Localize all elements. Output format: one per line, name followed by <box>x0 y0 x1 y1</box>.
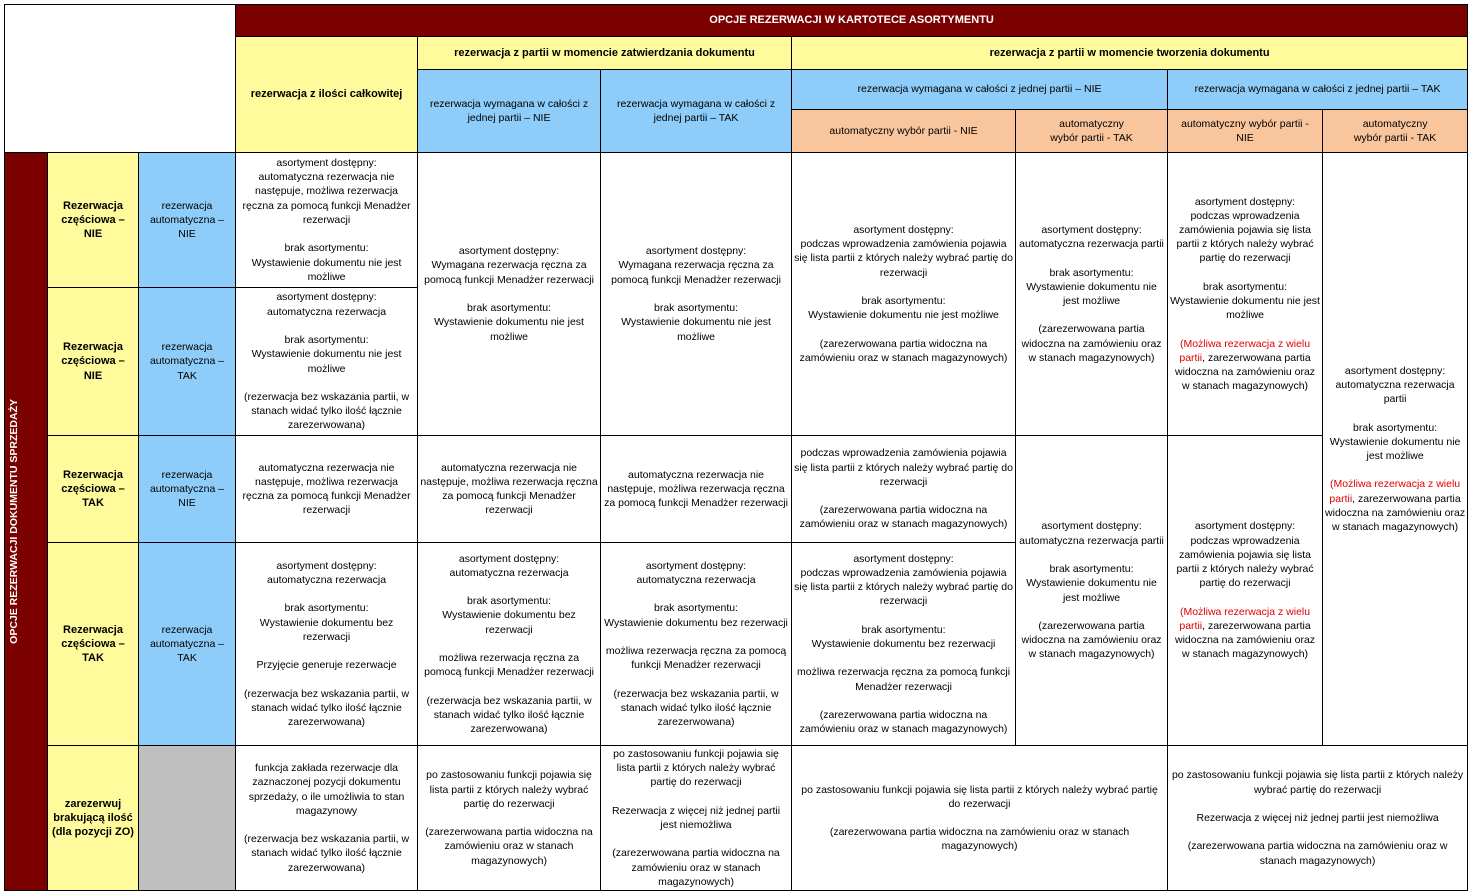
header-create-no: rezerwacja wymagana w całości z jednej partii – NIE <box>792 70 1168 110</box>
cell-r12-create-no-auto-yes: asortyment dostępny: automatyczna rezerwacja partii brak asortymentu: Wystawienie dokumentu nie jest możliwe (zarezerwowana partia widoczna na zamówieniu oraz w stanach magazynowych) <box>1016 153 1168 436</box>
reservation-options-table <box>4 4 1468 891</box>
side-zo: zarezerwuj brakującą ilość (dla pozycji ZO) <box>48 746 139 891</box>
cell-r3-approve-no: automatyczna rezerwacja nie następuje, możliwa rezerwacja ręczna za pomocą funkcji Menadżer rezerwacji <box>418 436 601 543</box>
side-vertical-title <box>5 153 48 891</box>
cell-r5-approve-yes: po zastosowaniu funkcji pojawia się lista partii z których należy wybrać partię do rezerwacji Rezerwacja z więcej niż jednej partii jest niemożliwa (zarezerwowana partia widoczna na zamówieniu oraz w stanach magazynowych) <box>601 746 792 891</box>
side-partial-no-1: Rezerwacja częściowa – NIE <box>48 153 139 288</box>
header-approve-no: rezerwacja wymagana w całości z jednej partii – NIE <box>418 70 601 153</box>
cell-r14-cyay-post: , zarezerwowana partia widoczna na zamówieniu oraz w stanach magazynowych) <box>1325 492 1466 534</box>
cell-r4-total: asortyment dostępny: automatyczna rezerwacja brak asortymentu: Wystawienie dokumentu bez rezerwacji Przyjęcie generuje rezerwacje (rezerwacja bez wskazania partii, w stanach widać tylko ilość łącznie zarezerwowana) <box>236 543 418 746</box>
side-auto-no-1: rezerwacja automatyczna – NIE <box>139 153 236 288</box>
side-grey-empty <box>139 746 236 891</box>
cell-r12-create-no-auto-no: asortyment dostępny: podczas wprowadzenia zamówienia pojawia się lista partii z których należy wybrać partię do rezerwacji brak asortymentu: Wystawienie dokumentu nie jest możliwe (zarezerwowana partia widoczna na zamówieniu oraz w stanach magazynowych) <box>792 153 1016 436</box>
cell-r3-approve-yes: automatyczna rezerwacja nie następuje, możliwa rezerwacja ręczna za pomocą funkcji Menadżer rezerwacji <box>601 436 792 543</box>
side-partial-yes-3: Rezerwacja częściowa – TAK <box>48 436 139 543</box>
cell-r5-approve-no: po zastosowaniu funkcji pojawia się lista partii z których należy wybrać partię do rezerwacji (zarezerwowana partia widoczna na zamówieniu oraz w stanach magazynowych) <box>418 746 601 891</box>
cell-r2-total: asortyment dostępny: automatyczna rezerwacja brak asortymentu: Wystawienie dokumentu nie jest możliwe (rezerwacja bez wskazania partii, w stanach widać tylko ilość łącznie zarezerwowana) <box>236 288 418 436</box>
cell-r4-approve-no: asortyment dostępny: automatyczna rezerwacja brak asortymentu: Wystawienie dokumentu bez rezerwacji możliwa rezerwacja ręczna za pomocą funkcji Menadżer rezerwacji (rezerwacja bez wskazania partii, w stanach widać tylko ilość łącznie zarezerwowana) <box>418 543 601 746</box>
table-title: OPCJE REZERWACJI W KARTOTECE ASORTYMENTU <box>236 5 1468 37</box>
header-create-group: rezerwacja z partii w momencie tworzenia dokumentu <box>792 37 1468 70</box>
side-vertical-title-text: OPCJE REZERWACJI DOKUMENTU SPRZEDAŻY <box>8 399 20 644</box>
cell-r3-create-no-auto-no: podczas wprowadzenia zamówienia pojawia się lista partii z których należy wybrać partię do rezerwacji (zarezerwowana partia widoczna na zamówieniu oraz w stanach magazynowych) <box>792 436 1016 543</box>
cell-r14-cyay-pre: asortyment dostępny: automatyczna rezerwacja partii brak asortymentu: Wystawienie dokumentu nie jest możliwe <box>1329 364 1461 462</box>
header-create-yes: rezerwacja wymagana w całości z jednej partii – TAK <box>1168 70 1468 110</box>
side-partial-no-2: Rezerwacja częściowa – NIE <box>48 288 139 436</box>
side-partial-yes-4: Rezerwacja częściowa – TAK <box>48 543 139 746</box>
cell-r12-approve-no: asortyment dostępny: Wymagana rezerwacja ręczna za pomocą funkcji Menadżer rezerwacji brak asortymentu: Wystawienie dokumentu nie jest możliwe <box>418 153 601 436</box>
header-auto-yes-2: automatyczny wybór partii - TAK <box>1323 110 1468 153</box>
cell-r34-cyan-pre: asortyment dostępny: podczas wprowadzenia zamówienia pojawia się lista partii z których należy wybrać partię do rezerwacji <box>1176 520 1314 590</box>
cell-r12-cyan-pre: asortyment dostępny: podczas wprowadzenia zamówienia pojawia się lista partii z których należy wybrać partię do rezerwacji brak asortymentu: Wystawienie dokumentu nie jest możliwe <box>1170 195 1320 322</box>
header-reserve-total: rezerwacja z ilości całkowitej <box>236 37 418 153</box>
cell-r12-cyan-red: (Możliwa rezerwacja z wielu partii <box>1179 337 1311 364</box>
cell-r12-approve-yes: asortyment dostępny: Wymagana rezerwacja ręczna za pomocą funkcji Menadżer rezerwacji brak asortymentu: Wystawienie dokumentu nie jest możliwe <box>601 153 792 436</box>
corner-cell <box>5 5 236 153</box>
cell-r4-create-no-auto-no: asortyment dostępny: podczas wprowadzenia zamówienia pojawia się lista partii z których należy wybrać partię do rezerwacji brak asortymentu: Wystawienie dokumentu bez rezerwacji możliwa rezerwacja ręczna za pomocą funkcji Menadżer rezerwacji (zarezerwowana partia widoczna na zamówieniu oraz w stanach magazynowych) <box>792 543 1016 746</box>
cell-r14-create-yes-auto-yes <box>1323 153 1468 746</box>
side-auto-yes-4: rezerwacja automatyczna – TAK <box>139 543 236 746</box>
cell-r14-cyay-red: (Możliwa rezerwacja z wielu partii <box>1329 478 1461 505</box>
side-auto-yes-2: rezerwacja automatyczna – TAK <box>139 288 236 436</box>
header-auto-no-1: automatyczny wybór partii - NIE <box>792 110 1016 153</box>
cell-r34-create-no-auto-yes: asortyment dostępny: automatyczna rezerwacja partii brak asortymentu: Wystawienie dokumentu nie jest możliwe (zarezerwowana partia widoczna na zamówieniu oraz w stanach magazynowych) <box>1016 436 1168 746</box>
cell-r12-cyan-post: , zarezerwowana partia widoczna na zamówieniu oraz w stanach magazynowych) <box>1174 351 1316 393</box>
cell-r34-cyan-post: , zarezerwowana partia widoczna na zamówieniu oraz w stanach magazynowych) <box>1174 619 1316 661</box>
cell-r5-total: funkcja zakłada rezerwacje dla zaznaczonej pozycji dokumentu sprzedaży, o ile umożliwia to stan magazynowy (rezerwacja bez wskazania partii, w stanach widać tylko ilość łącznie zarezerwowana) <box>236 746 418 891</box>
header-approve-group: rezerwacja z partii w momencie zatwierdzania dokumentu <box>418 37 792 70</box>
header-auto-yes-1: automatyczny wybór partii - TAK <box>1016 110 1168 153</box>
cell-r5-create-no: po zastosowaniu funkcji pojawia się lista partii z których należy wybrać partię do rezerwacji (zarezerwowana partia widoczna na zamówieniu oraz w stanach magazynowych) <box>792 746 1168 891</box>
cell-r34-cyan-red: (Możliwa rezerwacja z wielu partii <box>1179 605 1311 632</box>
cell-r3-total: automatyczna rezerwacja nie następuje, możliwa rezerwacja ręczna za pomocą funkcji Menadżer rezerwacji <box>236 436 418 543</box>
cell-r34-create-yes-auto-no <box>1168 436 1323 746</box>
header-approve-yes: rezerwacja wymagana w całości z jednej partii – TAK <box>601 70 792 153</box>
header-auto-no-2: automatyczny wybór partii - NIE <box>1168 110 1323 153</box>
side-auto-no-3: rezerwacja automatyczna – NIE <box>139 436 236 543</box>
cell-r12-create-yes-auto-no <box>1168 153 1323 436</box>
cell-r1-total: asortyment dostępny: automatyczna rezerwacja nie następuje, możliwa rezerwacja ręczna za pomocą funkcji Menadżer rezerwacji brak asortymentu: Wystawienie dokumentu nie jest możliwe <box>236 153 418 288</box>
cell-r5-create-yes: po zastosowaniu funkcji pojawia się lista partii z których należy wybrać partię do rezerwacji Rezerwacja z więcej niż jednej partii jest niemożliwa (zarezerwowana partia widoczna na zamówieniu oraz w stanach magazynowych) <box>1168 746 1468 891</box>
cell-r4-approve-yes: asortyment dostępny: automatyczna rezerwacja brak asortymentu: Wystawienie dokumentu bez rezerwacji możliwa rezerwacja ręczna za pomocą funkcji Menadżer rezerwacji (rezerwacja bez wskazania partii, w stanach widać tylko ilość łącznie zarezerwowana) <box>601 543 792 746</box>
